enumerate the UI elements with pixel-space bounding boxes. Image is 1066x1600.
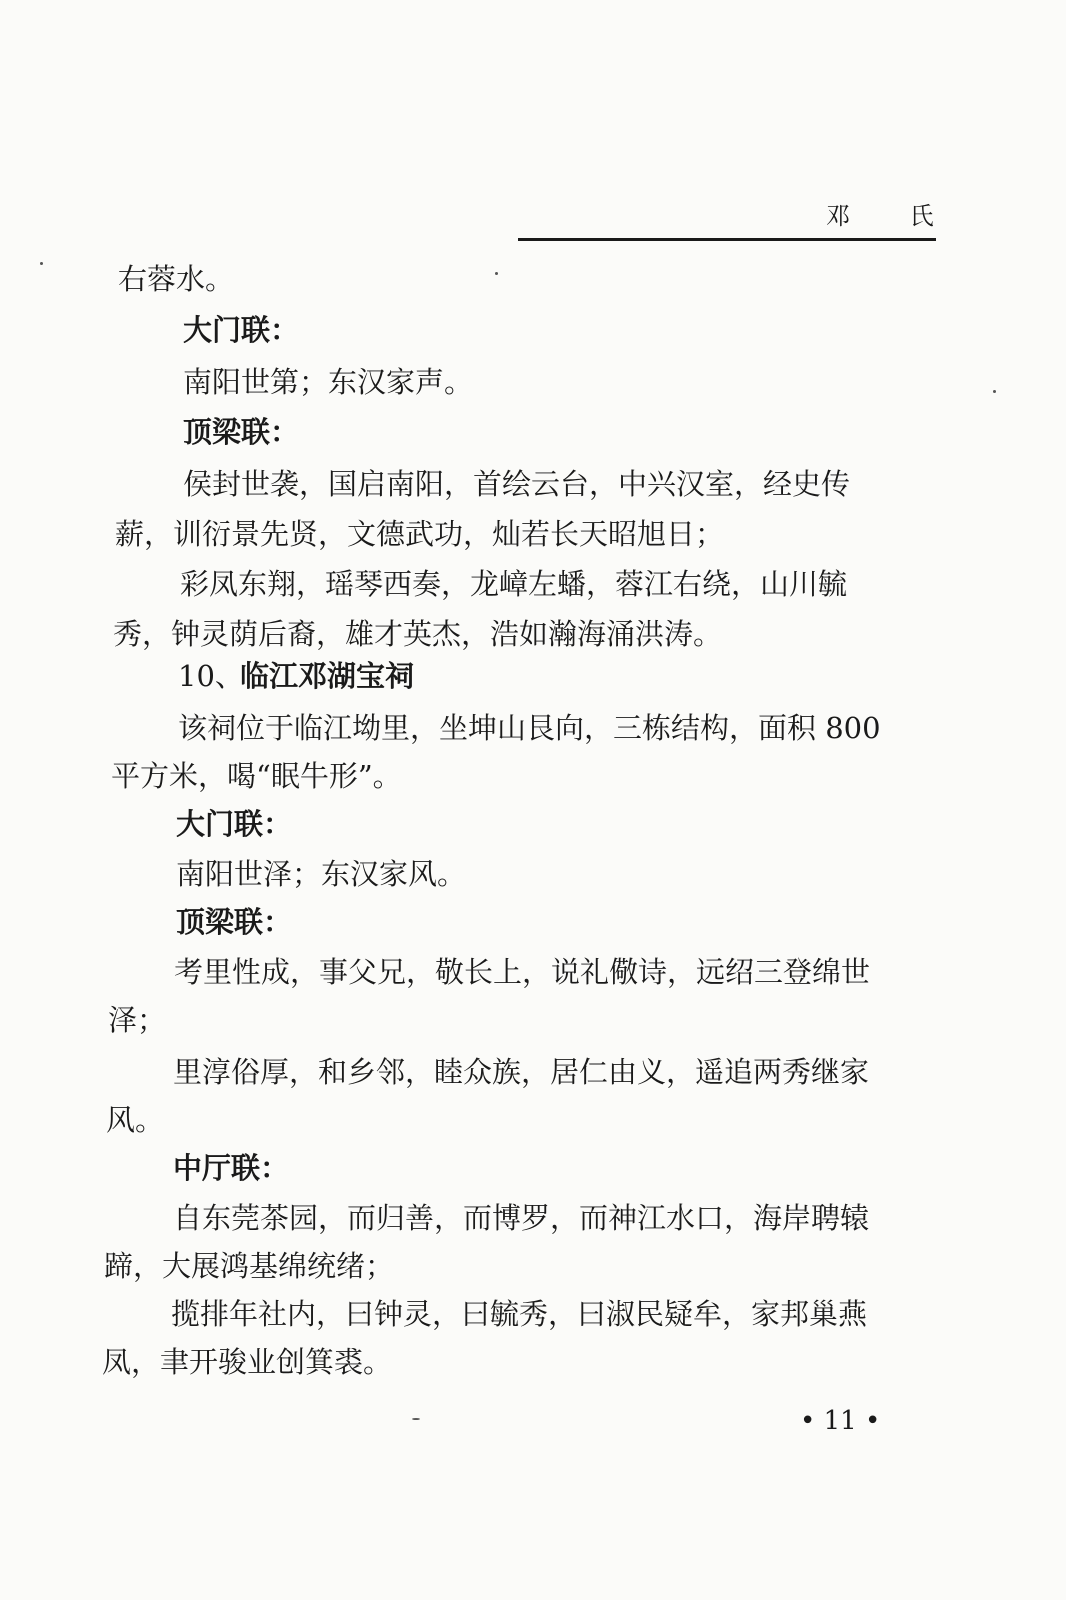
- text-line: 该祠位于临江坳里，坐坤山艮向，三栋结构，面积 800: [178, 711, 881, 745]
- text-line: 右蓉水。: [118, 262, 235, 296]
- header-rule: [518, 238, 936, 241]
- couplet-line: 侯封世袭，国启南阳，首绘云台，中兴汉室，经史传: [183, 467, 851, 501]
- page-number: • 11 •: [800, 1406, 881, 1436]
- couplet-line: 蹄，大展鸿基绵统绪；: [104, 1249, 395, 1283]
- couplet-line: 彩凤东翔，瑶琴西奏，龙嶂左蟠，蓉江右绕，山川毓: [180, 567, 848, 601]
- couplet-line: 揽排年社内，曰钟灵，曰毓秀，曰淑民疑牟，家邦巢燕: [171, 1297, 868, 1331]
- running-header-title: 邓 氏: [826, 202, 960, 230]
- section-label-main-gate: 大门联：: [176, 807, 293, 841]
- section-label-middle-hall: 中厅联：: [173, 1151, 290, 1185]
- section-label-ridge: 顶梁联：: [176, 905, 293, 939]
- couplet-line: 里淳俗厚，和乡邻，睦众族，居仁由义，遥追两秀继家: [173, 1055, 870, 1089]
- section-number: 10、: [178, 659, 244, 693]
- couplet-line: 风。: [106, 1103, 165, 1137]
- couplet-line: 凤，聿开骏业创箕裘。: [102, 1345, 393, 1379]
- scan-speck: [495, 272, 498, 275]
- couplet-line: 薪，训衍景先贤，文德武功，灿若长天昭旭日；: [115, 517, 725, 551]
- text-line: 平方米，喝“眠牛形”。: [111, 759, 402, 793]
- couplet-line: 南阳世第；东汉家声。: [183, 365, 474, 399]
- couplet-line: 秀，钟灵荫后裔，雄才英杰，浩如瀚海涌洪涛。: [113, 617, 723, 651]
- scan-speck: [40, 262, 43, 265]
- couplet-line: 自东莞茶园，而归善，而博罗，而神江水口，海岸聘辕: [173, 1201, 870, 1235]
- scan-speck: [993, 390, 996, 393]
- section-label-ridge: 顶梁联：: [183, 415, 300, 449]
- section-heading: 临江邓湖宝祠: [240, 659, 415, 693]
- section-label-main-gate: 大门联：: [183, 313, 300, 347]
- scan-speck: [412, 1418, 420, 1420]
- couplet-line: 泽；: [108, 1003, 167, 1037]
- couplet-line: 南阳世泽；东汉家风。: [176, 857, 467, 891]
- couplet-line: 考里性成，事父兄，敬长上，说礼儆诗，远绍三登绵世: [174, 955, 871, 989]
